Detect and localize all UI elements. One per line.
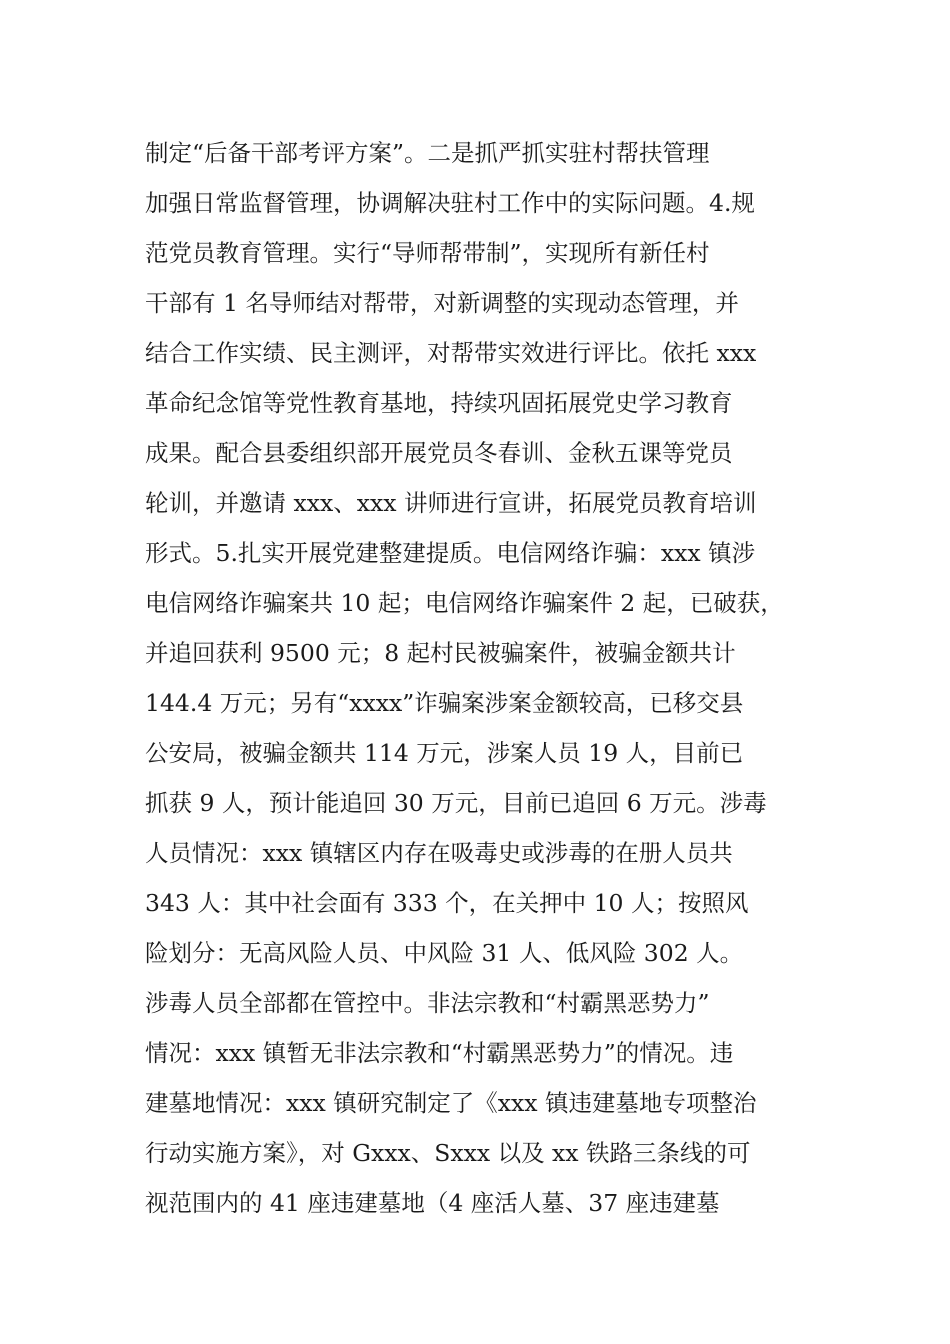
body-text bbox=[145, 128, 825, 1228]
text-line: 视范围内的 41 座违建墓地（4 座活人墓、37 座违建墓 bbox=[145, 1189, 720, 1217]
text-line: 加强日常监督管理，协调解决驻村工作中的实际问题。4.规 bbox=[145, 189, 755, 217]
text-line: 成果。配合县委组织部开展党员冬春训、金秋五课等党员 bbox=[145, 439, 733, 467]
text-line: 并追回获利 9500 元；8 起村民被骗案件，被骗金额共计 bbox=[145, 639, 736, 667]
text-line: 343 人：其中社会面有 333 个，在关押中 10 人；按照风 bbox=[145, 889, 749, 917]
text-line: 形式。5.扎实开展党建整建提质。电信网络诈骗：xxx 镇涉 bbox=[145, 539, 756, 567]
text-line: 范党员教育管理。实行“导师帮带制”，实现所有新任村 bbox=[145, 239, 710, 267]
text-line: 人员情况：xxx 镇辖区内存在吸毒史或涉毒的在册人员共 bbox=[145, 839, 733, 867]
text-line: 险划分：无高风险人员、中风险 31 人、低风险 302 人。 bbox=[145, 939, 744, 967]
text-line: 公安局，被骗金额共 114 万元，涉案人员 19 人，目前已 bbox=[145, 739, 744, 767]
text-line: 干部有 1 名导师结对帮带，对新调整的实现动态管理，并 bbox=[145, 289, 739, 317]
text-line: 制定“后备干部考评方案”。二是抓严抓实驻村帮扶管理 bbox=[145, 139, 710, 167]
text-line: 建墓地情况：xxx 镇研究制定了《xxx 镇违建墓地专项整治 bbox=[145, 1089, 757, 1117]
text-line: 轮训，并邀请 xxx、xxx 讲师进行宣讲，拓展党员教育培训 bbox=[145, 489, 757, 517]
text-line: 情况：xxx 镇暂无非法宗教和“村霸黑恶势力”的情况。违 bbox=[145, 1039, 734, 1067]
text-line: 结合工作实绩、民主测评，对帮带实效进行评比。依托 xxx bbox=[145, 339, 757, 367]
text-line: 革命纪念馆等党性教育基地，持续巩固拓展党史学习教育 bbox=[145, 389, 733, 417]
text-line: 电信网络诈骗案共 10 起；电信网络诈骗案件 2 起，已破获， bbox=[145, 589, 784, 617]
text-line: 行动实施方案》，对 Gxxx、Sxxx 以及 xx 铁路三条线的可 bbox=[145, 1139, 751, 1167]
text-line: 144.4 万元；另有“xxxx”诈骗案涉案金额较高，已移交县 bbox=[145, 689, 744, 717]
text-line: 抓获 9 人，预计能追回 30 万元，目前已追回 6 万元。涉毒 bbox=[145, 789, 767, 817]
text-line: 涉毒人员全部都在管控中。非法宗教和“村霸黑恶势力” bbox=[145, 989, 710, 1017]
